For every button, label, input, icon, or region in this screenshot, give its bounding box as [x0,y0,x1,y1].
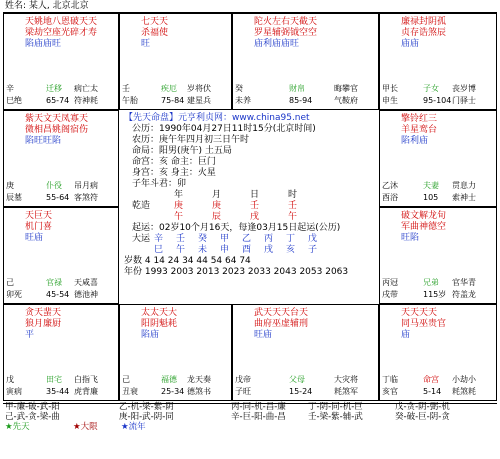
palace-info: 85-94 [289,96,313,105]
palace-info: 巳绝 [6,96,22,105]
pillar-row [124,201,374,212]
palace-info: 45-54 [46,290,70,299]
palace-info: 索神士 [452,193,476,202]
palace-info: 官华青 [452,278,476,287]
palace-name: 父母 [289,375,305,384]
palace-name: 兄弟 [423,278,439,287]
star-line: 旺 [141,39,151,49]
palace-info: 己 [122,375,130,384]
legend [3,422,497,432]
star-line: 微相昌姚阁宿伤 [25,125,89,135]
palace-stars [401,308,446,341]
palace-name: 夫妻 [423,181,439,190]
palace-info: 申生 [382,96,398,105]
star-line: 贪天蜚天 [25,308,62,318]
palace-info: 天咸喜 [74,278,98,287]
palace-info: 95-104 [423,96,452,105]
star-line: 天姚地八恩破天天 [25,17,98,27]
palace-info: 丁临 [382,375,398,384]
star-line: 旺庙 [254,330,273,340]
palace-info: 大灾将 [334,375,358,384]
center-line: 命局：阳男(庚午) 土五局 [132,146,232,156]
dayun-cell: 乙 [242,234,252,244]
palace-info: 寅病 [6,387,22,396]
palace-stars [25,114,88,147]
palace-stars [141,17,168,50]
palace-info: 耗煞耗 [452,387,476,396]
pillar-cell: 辰 [212,212,222,222]
star-line: 陷庙 [141,330,160,340]
chart-grid [3,12,497,404]
palace-info: 辛 [6,84,14,93]
pillar-cell: 庚 [212,201,222,211]
palace-stars [401,114,437,147]
palace-stars [401,17,446,50]
sihua-entry: 丙-同-机-昌-廉 [231,402,286,412]
palace-name: 福德 [161,375,177,384]
palace-info: 客煞符 [74,193,98,202]
palace-info: 115岁 [423,290,447,299]
dayun-cell: 未 [198,245,208,255]
pillar-cell: 午 [174,212,184,222]
center-line: 【先天命盘】元亨利贞网：www.china95.net [124,113,310,123]
palace-stars [141,308,177,341]
pillar-cell: 壬 [250,201,260,211]
palace-name: 仆役 [46,181,62,190]
page-title: 姓名: 某人, 北京北京 [5,1,89,11]
star-line: 庙 [401,330,411,340]
palace-name: 田宅 [46,375,62,384]
palace-stars [401,211,446,244]
palace-name: 财帛 [289,84,305,93]
palace-wei [232,13,379,110]
dayun-cell: 亥 [286,245,296,255]
palace-info: 酉浴 [382,193,398,202]
dayun-cell: 午 [176,245,186,255]
star-line: 天天天天 [401,308,438,318]
palace-info: 25-34 [161,387,185,396]
sihua-entry: 己-武-贪-梁-曲 [5,412,60,422]
star-line: 庙利庙庙旺 [254,39,300,49]
center-line: 岁数 4 14 24 34 44 54 64 74 [124,256,251,266]
center-line: 起运：02岁10个月16天，每逢03月15日起运(公历) [132,223,341,233]
palace-info: 癸 [235,84,243,93]
center-line: 年份 1993 2003 2013 2023 2033 2043 2053 2063 [124,267,349,277]
palace-info: 65-74 [46,96,70,105]
palace-mao [3,207,119,304]
palace-info: 符神耗 [74,96,98,105]
palace-info: 卯死 [6,290,22,299]
star-line: 杀福使 [141,28,169,38]
palace-info: 子旺 [235,387,251,396]
star-line: 天巨天 [25,211,53,221]
palace-info: 己 [6,278,14,287]
star-line: 同马巫贵官 [401,319,447,329]
pillar-row [124,190,374,201]
palace-info: 庚 [6,181,14,190]
palace-shen [379,13,497,110]
dayun-cell: 壬 [176,234,186,244]
star-line: 阳阴魁耗 [141,319,178,329]
star-line: 陀火左右天截天 [254,17,318,27]
palace-info: 辰墓 [6,193,22,202]
sihua-entry: 庚-阳-武-阴-同 [119,412,174,422]
pillar-cell: 月 [212,190,222,200]
star-line: 狼月廉厨 [25,319,62,329]
star-line: 羊星鸾台 [401,125,438,135]
palace-wu [119,13,232,110]
palace-info: 丙冠 [382,278,398,287]
star-line: 陷庙庙旺 [25,39,62,49]
palace-info: 丑衰 [122,387,138,396]
palace-stars [25,211,52,244]
palace-info: 戌带 [382,290,398,299]
pillar-cell: 年 [174,190,184,200]
palace-info: 甲长 [382,84,398,93]
pillar-cell: 壬 [288,201,298,211]
palace-name: 官禄 [46,278,62,287]
dayun-row [124,245,374,256]
sihua-entry: 癸-破-巨-阴-贪 [395,412,450,422]
center-line: 子年斗君：卯 [132,179,187,189]
pillar-cell: 午 [288,212,298,222]
dayun-cell: 子 [308,245,318,255]
dayun-cell: 甲 [220,234,230,244]
palace-chou [119,304,232,401]
sihua-entry: 乙-机-梁-紫-阴 [119,402,174,412]
palace-info: 未养 [235,96,251,105]
palace-hai [379,304,497,401]
star-line: 旺庙 [25,233,44,243]
palace-info: 建星兵 [187,96,211,105]
palace-info: 龙天奏 [187,375,211,384]
palace-info: 75-84 [161,96,185,105]
star-line: 七天天 [141,17,169,27]
palace-info: 戊 [6,375,14,384]
sihua-row-2 [3,412,497,422]
sihua-row-1 [3,402,497,412]
star-line: 破文解龙旬 [401,211,447,221]
sihua-entry: 甲-廉-破-武-阳 [5,402,60,412]
palace-si [3,13,119,110]
palace-info: 虎背廉 [74,387,98,396]
palace-info: 耗煞军 [334,387,358,396]
dayun-cell: 申 [220,245,230,255]
palace-info: 亥官 [382,387,398,396]
palace-info: 晦攀官 [334,84,358,93]
palace-stars [25,308,61,341]
palace-name: 子女 [423,84,439,93]
star-line: 武天天天台天 [254,308,309,318]
pillar-cell: 戌 [250,212,260,222]
palace-info: 15-24 [289,387,313,396]
star-line: 陷利庙 [401,136,429,146]
palace-info: 35-44 [46,387,70,396]
star-line: 紫天文天凤寡天 [25,114,89,124]
palace-stars [25,17,97,50]
palace-stars [254,17,317,50]
palace-info: 吊月病 [74,181,98,190]
palace-info: 气鞍府 [334,96,358,105]
sihua-entry: 丁-阴-同-机-巨 [308,402,363,412]
star-line: 平 [25,330,35,340]
palace-name: 命宫 [423,375,439,384]
palace-stars [254,308,308,341]
palace-info: 岁将伏 [187,84,211,93]
pillar-cell: 时 [288,190,298,200]
dayun-cell: 戌 [264,245,274,255]
sihua-entry: 壬-梁-紫-辅-武 [308,412,363,422]
dayun-cell: 丙 [264,234,274,244]
palace-info: 戊帝 [235,375,251,384]
star-line: 机门喜 [25,222,53,232]
center-line: 公历：1990年04月27日11时15分(北京时间) [132,124,316,134]
legend-xiantian: ★先天 [5,422,30,432]
legend-daxian: ★大限 [73,422,98,432]
star-line: 陷旺旺陷 [25,136,62,146]
dayun-cell: 辛 [154,234,164,244]
palace-info: 55-64 [46,193,70,202]
star-line: 廉禄封阴孤 [401,17,447,27]
star-line: 曲府巫虚辅刑 [254,319,309,329]
dayun-label: 大运 [132,234,151,244]
pillar-row [124,212,374,223]
legend-liunian: ★流年 [121,422,146,432]
dayun-cell: 戊 [308,234,318,244]
dayun-row [124,234,374,245]
dayun-cell: 丁 [286,234,296,244]
pillar-prefix: 乾造 [132,201,151,211]
palace-info: 门驿士 [452,96,476,105]
dayun-cell: 巳 [154,245,164,255]
center-line: 命宫：亥 命主：巨门 [132,157,216,167]
star-line: 军曲神德空 [401,222,447,232]
sihua-table [3,402,497,432]
palace-xu [379,207,497,304]
pillar-cell: 庚 [174,201,184,211]
palace-yin [3,304,119,401]
palace-name: 迁移 [46,84,62,93]
palace-name: 疾厄 [161,84,177,93]
star-line: 旺陷 [401,233,420,243]
palace-info: 5-14 [423,387,442,396]
palace-info: 德池神 [74,290,98,299]
center-panel [124,113,374,278]
sihua-entry: 戊-贪-阴-弼-机 [395,402,450,412]
dayun-cell: 酉 [242,245,252,255]
palace-you [379,110,497,207]
palace-info: 贯息力 [452,181,476,190]
pillar-cell: 日 [250,190,260,200]
palace-info: 白指飞 [74,375,98,384]
star-line: 太太天大 [141,308,178,318]
star-line: 庙庙 [401,39,420,49]
star-line: 罗星辅弼钺空空 [254,28,318,38]
palace-info: 105 [423,193,439,202]
dayun-cell: 癸 [198,234,208,244]
palace-info: 丧岁博 [452,84,476,93]
center-line: 身宫：亥 身主：火星 [132,168,216,178]
palace-info: 乙沐 [382,181,398,190]
center-line: 农历：庚午年四月初三日午时 [132,135,250,145]
palace-info: 壬 [122,84,130,93]
palace-info: 德煞书 [187,387,211,396]
palace-chen [3,110,119,207]
palace-info: 小劫小 [452,375,476,384]
sihua-entry: 辛-巨-阳-曲-昌 [231,412,286,422]
palace-info: 病亡太 [74,84,98,93]
palace-info: 符盖龙 [452,290,476,299]
palace-info: 午胎 [122,96,138,105]
star-line: 贞存诰煞辰 [401,28,447,38]
palace-zi [232,304,379,401]
star-line: 梁劫空座光碎才寿 [25,28,98,38]
star-line: 擎铃红三 [401,114,438,124]
